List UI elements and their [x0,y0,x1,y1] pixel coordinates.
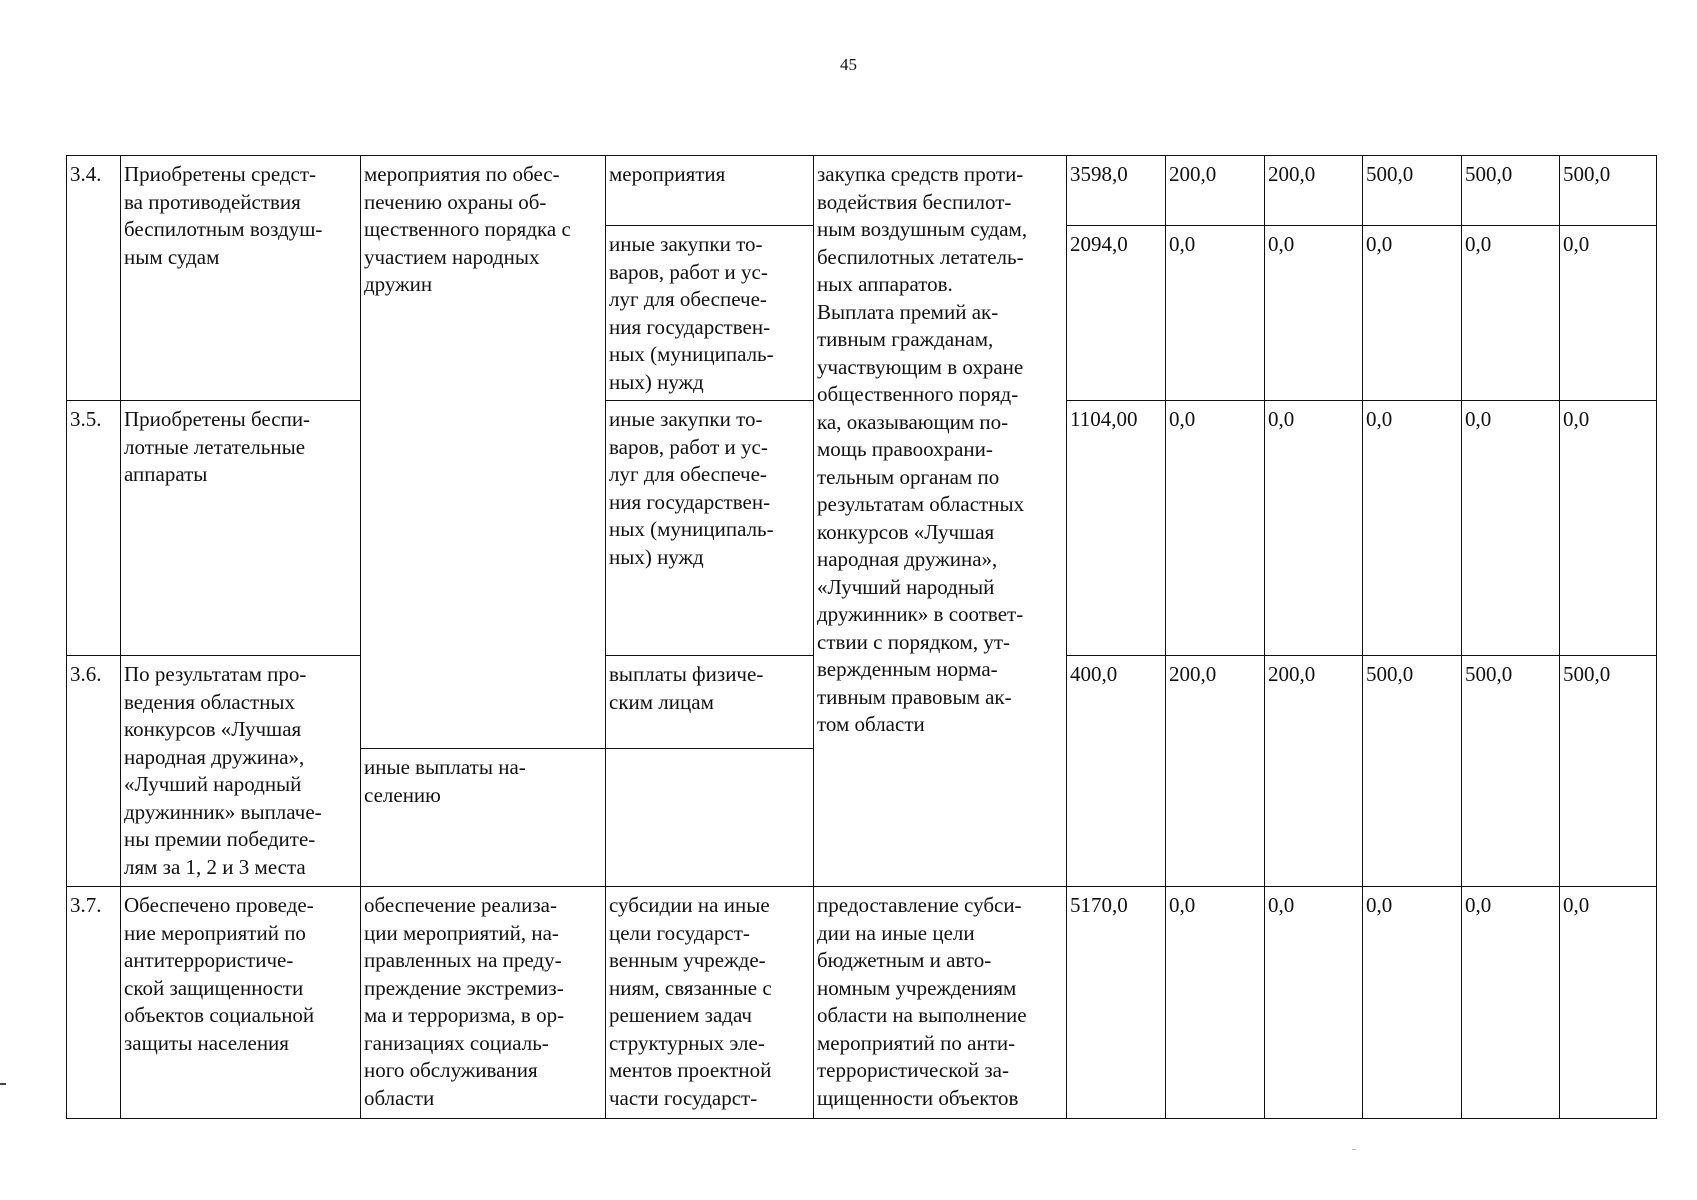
value-cell: 0,0 [1560,401,1657,656]
value-cell: 0,0 [1166,226,1265,401]
value-cell: 500,0 [1462,156,1560,226]
program-table [66,155,1657,1119]
value-cell: 0,0 [1462,401,1560,656]
direction-cell: закупка средств проти- водействия беспилот- ным воздушным судам, беспилотных летатель- ных аппаратов. Выплата премий ак- тивным гражданам, участвующим в охране общественного поряд- ка, оказывающим по- мощь правоохрани- тельным органам по результатам областных конкурсов «Лучшая народная дружина», «Лучший народный дружинник» в соответ- ствии с порядком, ут- вержденным норма- тивным правовым ак- том области [814,156,1067,887]
value-cell: 500,0 [1560,156,1657,226]
scan-margin-mark [0,1083,6,1085]
value-cell: 0,0 [1265,226,1363,401]
value-cell: 200,0 [1265,656,1363,887]
value-cell: 0,0 [1560,226,1657,401]
result-cell: Приобретены беспи- лотные летательные аппараты [121,401,361,656]
expense-type-cell: мероприятия [606,156,814,226]
value-cell: 0,0 [1265,887,1363,1119]
value-cell: 200,0 [1265,156,1363,226]
value-cell: 0,0 [1363,401,1462,656]
row-number: 3.6. [67,656,121,887]
page-number: 45 [840,55,857,74]
value-cell: 500,0 [1560,656,1657,887]
event-cell: мероприятия по обес- печению охраны об- щественного порядка с участием народных дружин [361,156,606,749]
value-cell: 1104,00 [1067,401,1166,656]
value-cell: 0,0 [1462,887,1560,1119]
table-row [67,887,1657,1119]
value-cell: 500,0 [1363,656,1462,887]
expense-type-cell: иные закупки то- варов, работ и ус- луг для обеспече- ния государствен- ных (муниципаль- ных) нужд [606,401,814,656]
value-cell: 200,0 [1166,656,1265,887]
value-cell: 5170,0 [1067,887,1166,1119]
row-number: 3.5. [67,401,121,656]
value-cell: 0,0 [1462,226,1560,401]
direction-cell: предоставление субси- дии на иные цели бюджетным и авто- номным учреждениям области на выполнение мероприятий по анти- террористической за- щищенности объектов [814,887,1067,1119]
expense-type-cell: иные выплаты на- селению [361,749,606,887]
row-number: 3.4. [67,156,121,401]
expense-type-cell: иные закупки то- варов, работ и ус- луг для обеспече- ния государствен- ных (муниципаль- ных) нужд [606,226,814,401]
event-cell: обеспечение реализа- ции мероприятий, на- правленных на преду- преждение экстремиз- ма и терроризма, в ор- ганизациях социаль- ного обслуживания области [361,887,606,1119]
value-cell: 400,0 [1067,656,1166,887]
table-row [67,156,1657,226]
row-number: 3.7. [67,887,121,1119]
value-cell: 0,0 [1560,887,1657,1119]
result-cell: По результатам про- ведения областных конкурсов «Лучшая народная дружина», «Лучший народный дружинник» выплаче- ны премии победите- лям за 1, 2 и 3 места [121,656,361,887]
expense-type-cell: субсидии на иные цели государст- венным учрежде- ниям, связанные с решением задач структурных эле- ментов проектной части государст- [606,887,814,1119]
value-cell: 0,0 [1166,887,1265,1119]
value-cell: 0,0 [1265,401,1363,656]
value-cell: 0,0 [1166,401,1265,656]
value-cell: 0,0 [1363,226,1462,401]
value-cell: 500,0 [1462,656,1560,887]
expense-type-cell: выплаты физиче- ским лицам [606,656,814,749]
value-cell: 200,0 [1166,156,1265,226]
result-cell: Приобретены средст- ва противодействия беспилотным воздуш- ным судам [121,156,361,401]
value-cell: 3598,0 [1067,156,1166,226]
value-cell: 500,0 [1363,156,1462,226]
value-cell: 2094,0 [1067,226,1166,401]
result-cell: Обеспечено проведе- ние мероприятий по антитеррористиче- ской защищенности объектов социальной защиты населения [121,887,361,1119]
value-cell: 0,0 [1363,887,1462,1119]
scan-speck [1352,1149,1356,1150]
